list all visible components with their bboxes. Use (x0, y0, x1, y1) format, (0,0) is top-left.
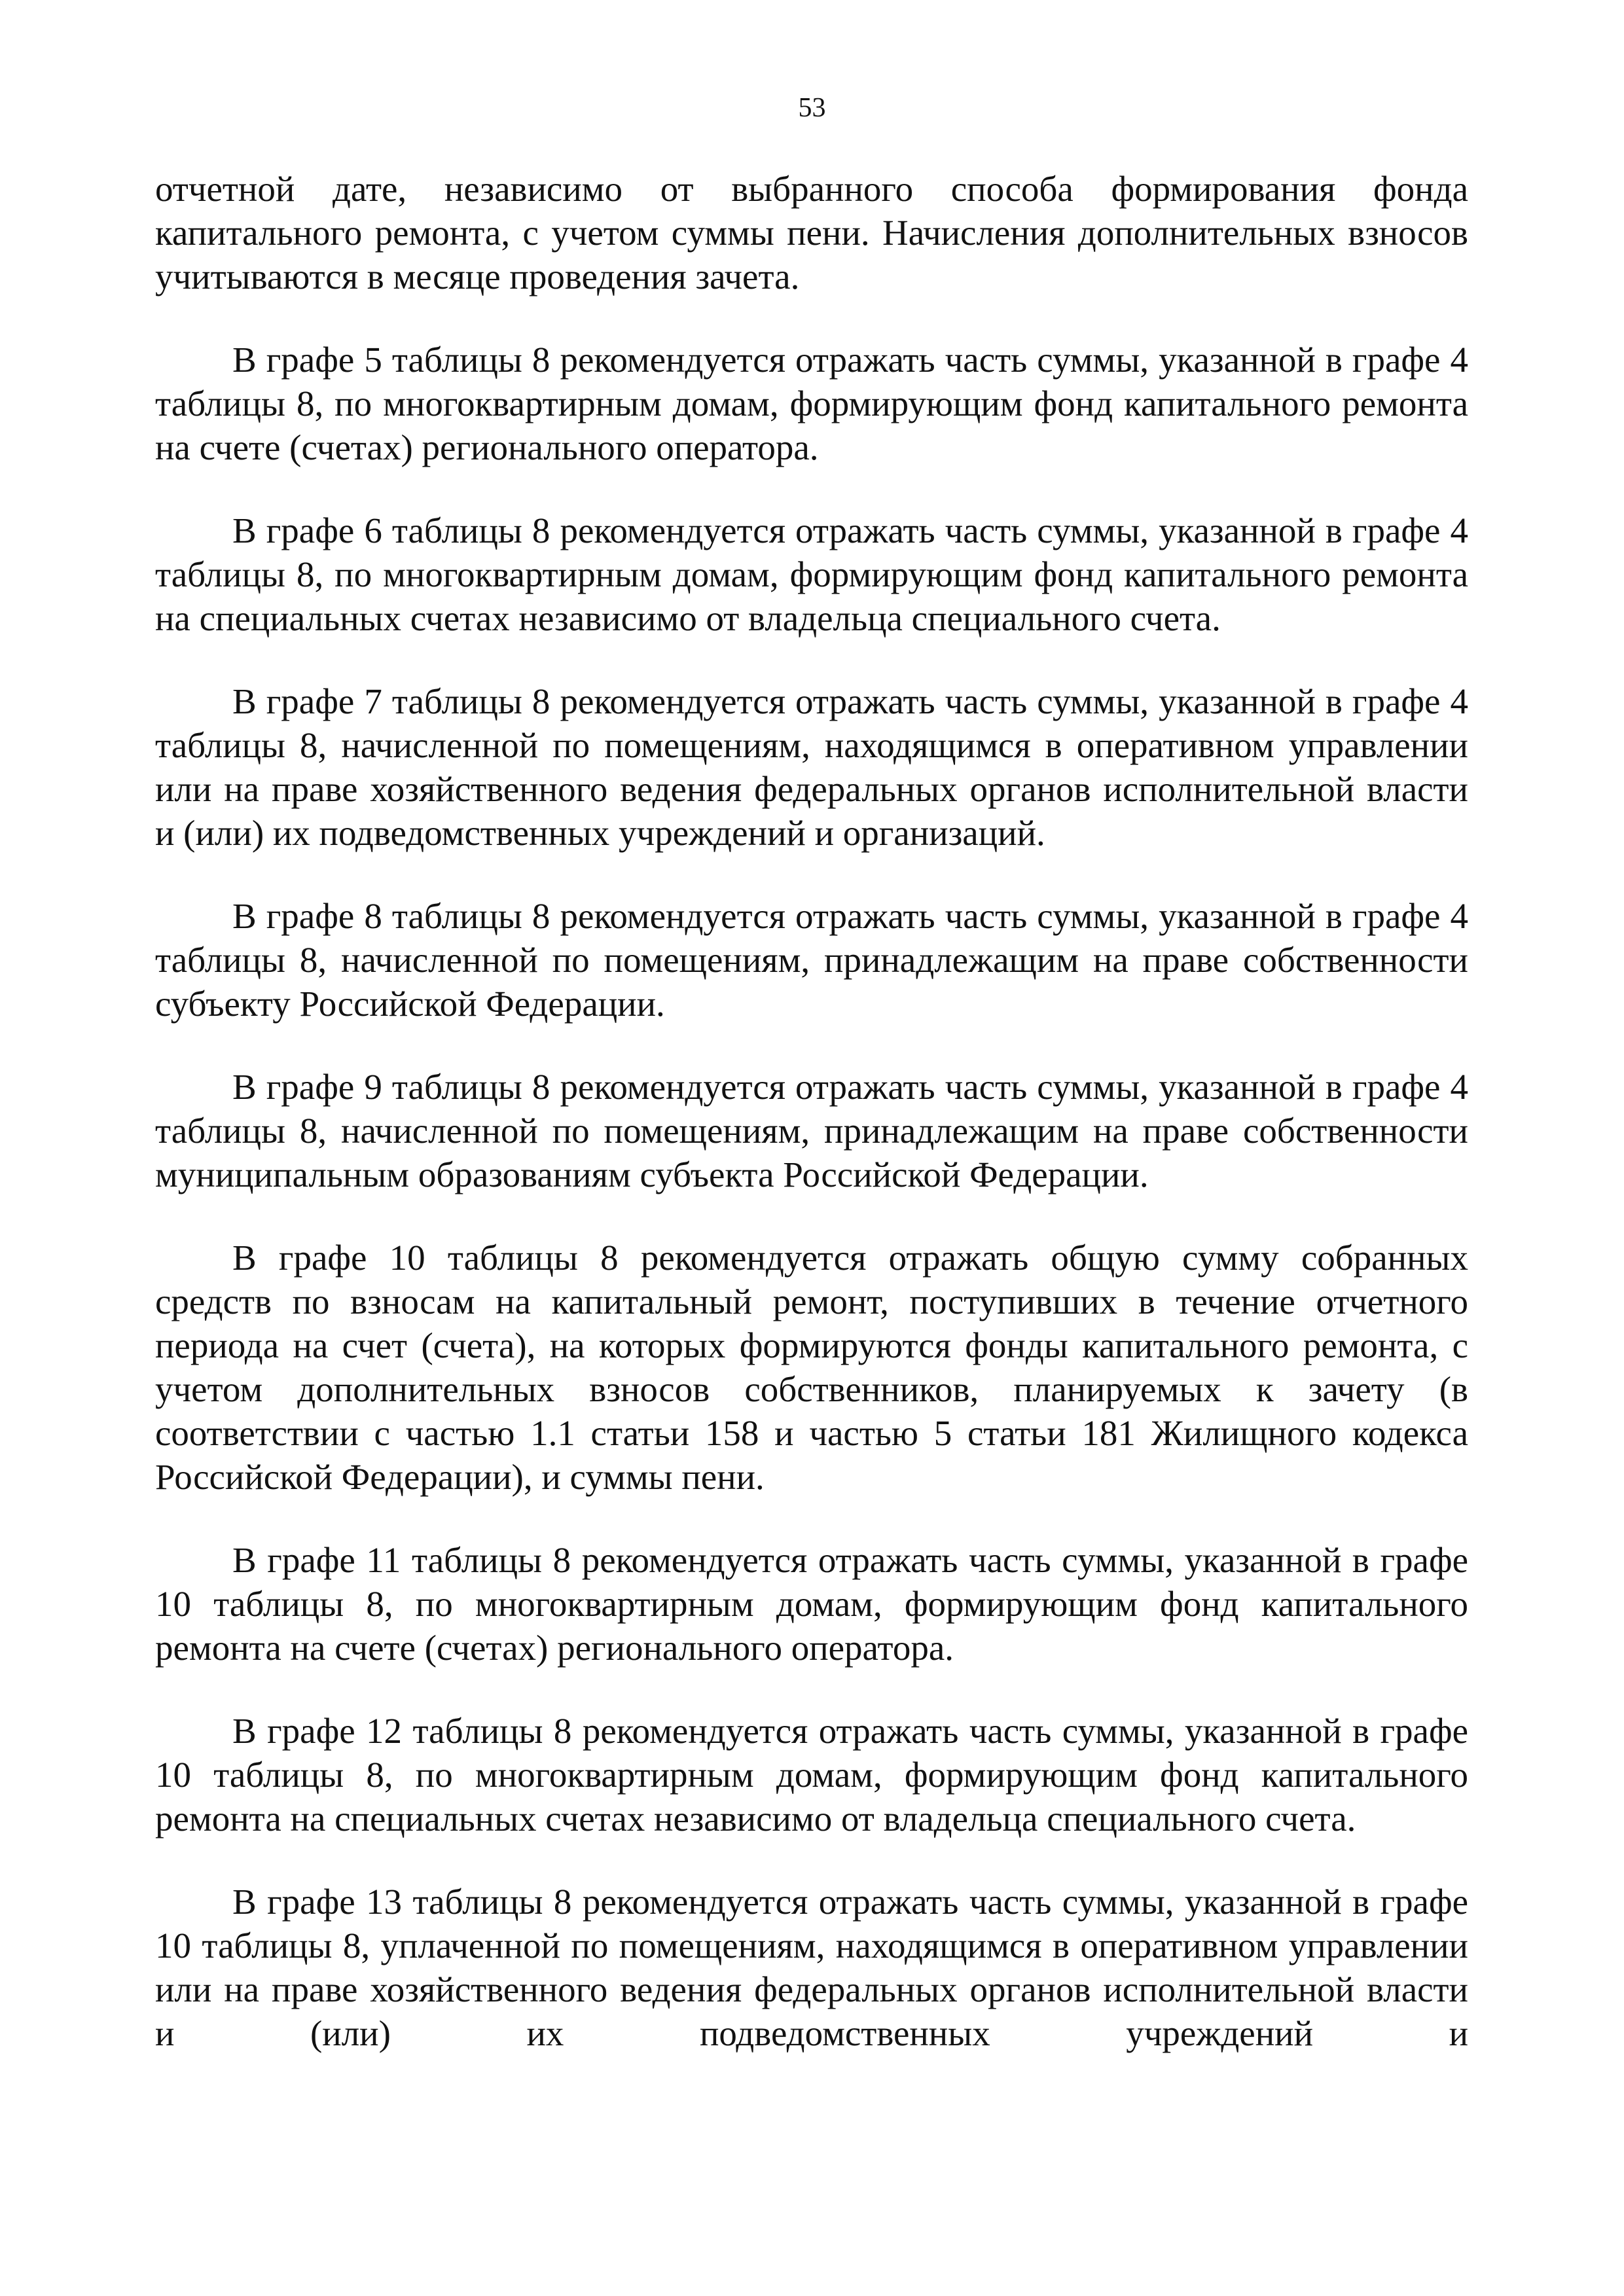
paragraph-column-7: В графе 7 таблицы 8 рекомендуется отражать часть суммы, указанной в графе 4 таблицы 8, начисленной по помещениям, находящимся в оперативном управлении или на праве хозяйственного ведения федеральных органов исполнительной власти и (или) их подведомственных учреждений и организаций. (155, 681, 1468, 853)
paragraph-column-10: В графе 10 таблицы 8 рекомендуется отражать общую сумму собранных средств по взносам на капитальный ремонт, поступивших в течение отчетного периода на счет (счета), на которых формируются фонды капитального ремонта, с учетом дополнительных взносов собственников, планируемых к зачету (в соответствии с частью 1.1 статьи 158 и частью 5 статьи 181 Жилищного кодекса Российской Федерации), и суммы пени. (155, 1238, 1468, 1497)
paragraph-column-6: В графе 6 таблицы 8 рекомендуется отражать часть суммы, указанной в графе 4 таблицы 8, по многоквартирным домам, формирующим фонд капитального ремонта на специальных счетах независимо от владельца специального счета. (155, 511, 1468, 638)
paragraph-continuation: отчетной дате, независимо от выбранного способа формирования фонда капитального ремонта, с учетом суммы пени. Начисления дополнительных взносов учитываются в месяце проведения зачета. (155, 169, 1468, 296)
paragraph-column-5: В графе 5 таблицы 8 рекомендуется отражать часть суммы, указанной в графе 4 таблицы 8, по многоквартирным домам, формирующим фонд капитального ремонта на счете (счетах) регионального оператора. (155, 340, 1468, 467)
page-number: 53 (798, 93, 826, 123)
paragraph-column-8: В графе 8 таблицы 8 рекомендуется отражать часть суммы, указанной в графе 4 таблицы 8, начисленной по помещениям, принадлежащим на праве собственности субъекту Российской Федерации. (155, 896, 1468, 1024)
paragraph-column-13: В графе 13 таблицы 8 рекомендуется отражать часть суммы, указанной в графе 10 таблицы 8, уплаченной по помещениям, находящимся в оперативном управлении или на праве хозяйственного ведения федеральных органов исполнительной власти и (или) их подведомственных учреждений и (155, 1882, 1468, 2053)
paragraph-column-9: В графе 9 таблицы 8 рекомендуется отражать часть суммы, указанной в графе 4 таблицы 8, начисленной по помещениям, принадлежащим на праве собственности муниципальным образованиям субъекта Российской Федерации. (155, 1067, 1468, 1194)
paragraph-column-12: В графе 12 таблицы 8 рекомендуется отражать часть суммы, указанной в графе 10 таблицы 8, по многоквартирным домам, формирующим фонд капитального ремонта на специальных счетах независимо от владельца специального счета. (155, 1711, 1468, 1839)
document-body (155, 167, 1468, 2094)
paragraph-column-11: В графе 11 таблицы 8 рекомендуется отражать часть суммы, указанной в графе 10 таблицы 8, по многоквартирным домам, формирующим фонд капитального ремонта на счете (счетах) регионального оператора. (155, 1540, 1468, 1668)
